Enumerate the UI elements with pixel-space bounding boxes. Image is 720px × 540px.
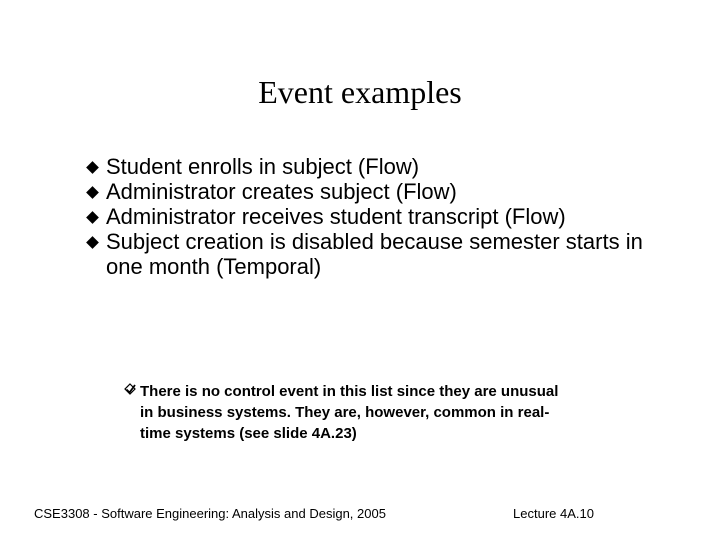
bullet-item bbox=[88, 179, 648, 204]
bullet-item bbox=[88, 229, 648, 279]
diamond-bullet-icon bbox=[86, 236, 99, 249]
bullet-text: Administrator creates subject (Flow) bbox=[106, 179, 457, 204]
checkmark-diamond-icon bbox=[123, 381, 139, 399]
bullet-item bbox=[88, 204, 648, 229]
sub-note bbox=[123, 381, 563, 444]
footer-course: CSE3308 - Software Engineering: Analysis and Design, 2005 bbox=[34, 506, 386, 521]
note-text: There is no control event in this list since they are unusual in business systems. They are, however, common in real-time systems (see slide 4A.23) bbox=[140, 383, 559, 442]
diamond-bullet-icon bbox=[86, 161, 99, 174]
diamond-bullet-icon bbox=[86, 186, 99, 199]
bullet-list bbox=[88, 154, 648, 279]
footer-lecture-number: Lecture 4A.10 bbox=[513, 506, 594, 521]
bullet-text: Subject creation is disabled because semester starts in one month (Temporal) bbox=[106, 229, 643, 279]
bullet-text: Administrator receives student transcript (Flow) bbox=[106, 204, 566, 229]
slide-title: Event examples bbox=[258, 74, 462, 110]
bullet-item bbox=[88, 154, 648, 179]
bullet-text: Student enrolls in subject (Flow) bbox=[106, 154, 420, 179]
diamond-bullet-icon bbox=[86, 211, 99, 224]
